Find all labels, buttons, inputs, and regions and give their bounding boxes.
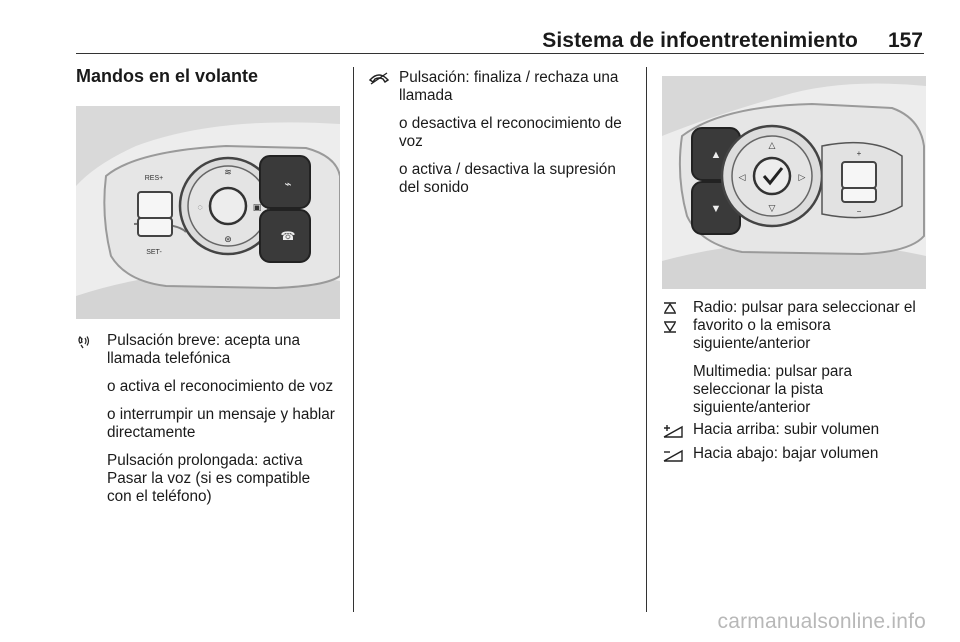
- res-label: RES+: [144, 175, 164, 182]
- voice-entry-line-1: Pulsación breve: acepta una llamada telefónica: [107, 332, 301, 367]
- voice-button-entry: [76, 332, 338, 516]
- page-header-title: Sistema de infoentretenimiento: [542, 29, 858, 52]
- vol-down-glyph: −: [856, 207, 862, 216]
- volume-up-line: Hacia arriba: subir volumen: [693, 421, 880, 438]
- right-controls-illustration: [662, 76, 926, 289]
- left-controls-illustration: [76, 106, 340, 319]
- wheel-top-icon: ≋: [224, 167, 232, 177]
- nav-down-icon: ▽: [768, 203, 776, 213]
- volume-down-entry: [662, 445, 932, 469]
- wheel-left-icon: ◌: [197, 202, 203, 212]
- voice-phone-icon: [76, 334, 102, 350]
- figure-left-steering-controls: [76, 106, 340, 319]
- section-title: Mandos en el volante: [76, 66, 259, 86]
- header-divider: [76, 53, 924, 54]
- hangup-button-glyph: ☎: [280, 229, 296, 243]
- watermark: carmanualsonline.info: [717, 610, 926, 633]
- seek-button-entry: [662, 299, 932, 427]
- wheel-bottom-icon: ⊛: [224, 234, 232, 244]
- voice-entry-line-4: Pulsación prolongada: activa Pasar la voz (si es compatible con el teléfono): [107, 452, 311, 505]
- volume-up-entry: [662, 421, 932, 445]
- hangup-entry-line-3: o activa / desactiva la supresión del sonido: [399, 161, 616, 196]
- hangup-entry-line-2: o desactiva el reconocimiento de voz: [399, 115, 622, 150]
- hang-up-icon: [368, 71, 394, 87]
- seek-entry-line-1: Radio: pulsar para seleccionar el favorito o la emisora siguiente/anterior: [693, 299, 916, 352]
- column-divider-left: [353, 67, 354, 612]
- vol-up-glyph: +: [856, 149, 862, 158]
- volume-up-icon: [662, 423, 688, 439]
- voice-entry-line-2: o activa el reconocimiento de voz: [107, 378, 334, 395]
- hangup-button-entry: [368, 69, 638, 207]
- nav-right-icon: ▷: [798, 172, 806, 182]
- hangup-entry-line-1: Pulsación: finaliza / rechaza una llamada: [399, 69, 619, 104]
- nav-up-icon: △: [768, 140, 776, 150]
- column-divider-right: [646, 67, 647, 612]
- nav-left-icon: ◁: [738, 172, 746, 182]
- figure-right-steering-controls: [662, 76, 926, 289]
- set-label: SET-: [146, 249, 162, 256]
- wheel-right-icon: ▣: [252, 202, 262, 212]
- volume-down-icon: [662, 447, 688, 463]
- page-number: 157: [887, 29, 923, 52]
- volume-down-line: Hacia abajo: bajar volumen: [693, 445, 879, 462]
- seek-down-glyph: ▼: [710, 203, 722, 215]
- seek-up-down-icon: [662, 301, 688, 335]
- voice-entry-line-3: o interrumpir un mensaje y hablar directamente: [107, 406, 335, 441]
- seek-entry-line-2: Multimedia: pulsar para seleccionar la pista siguiente/anterior: [693, 363, 852, 416]
- voice-button-glyph: ⌁: [284, 177, 292, 191]
- seek-up-glyph: ▲: [710, 149, 722, 161]
